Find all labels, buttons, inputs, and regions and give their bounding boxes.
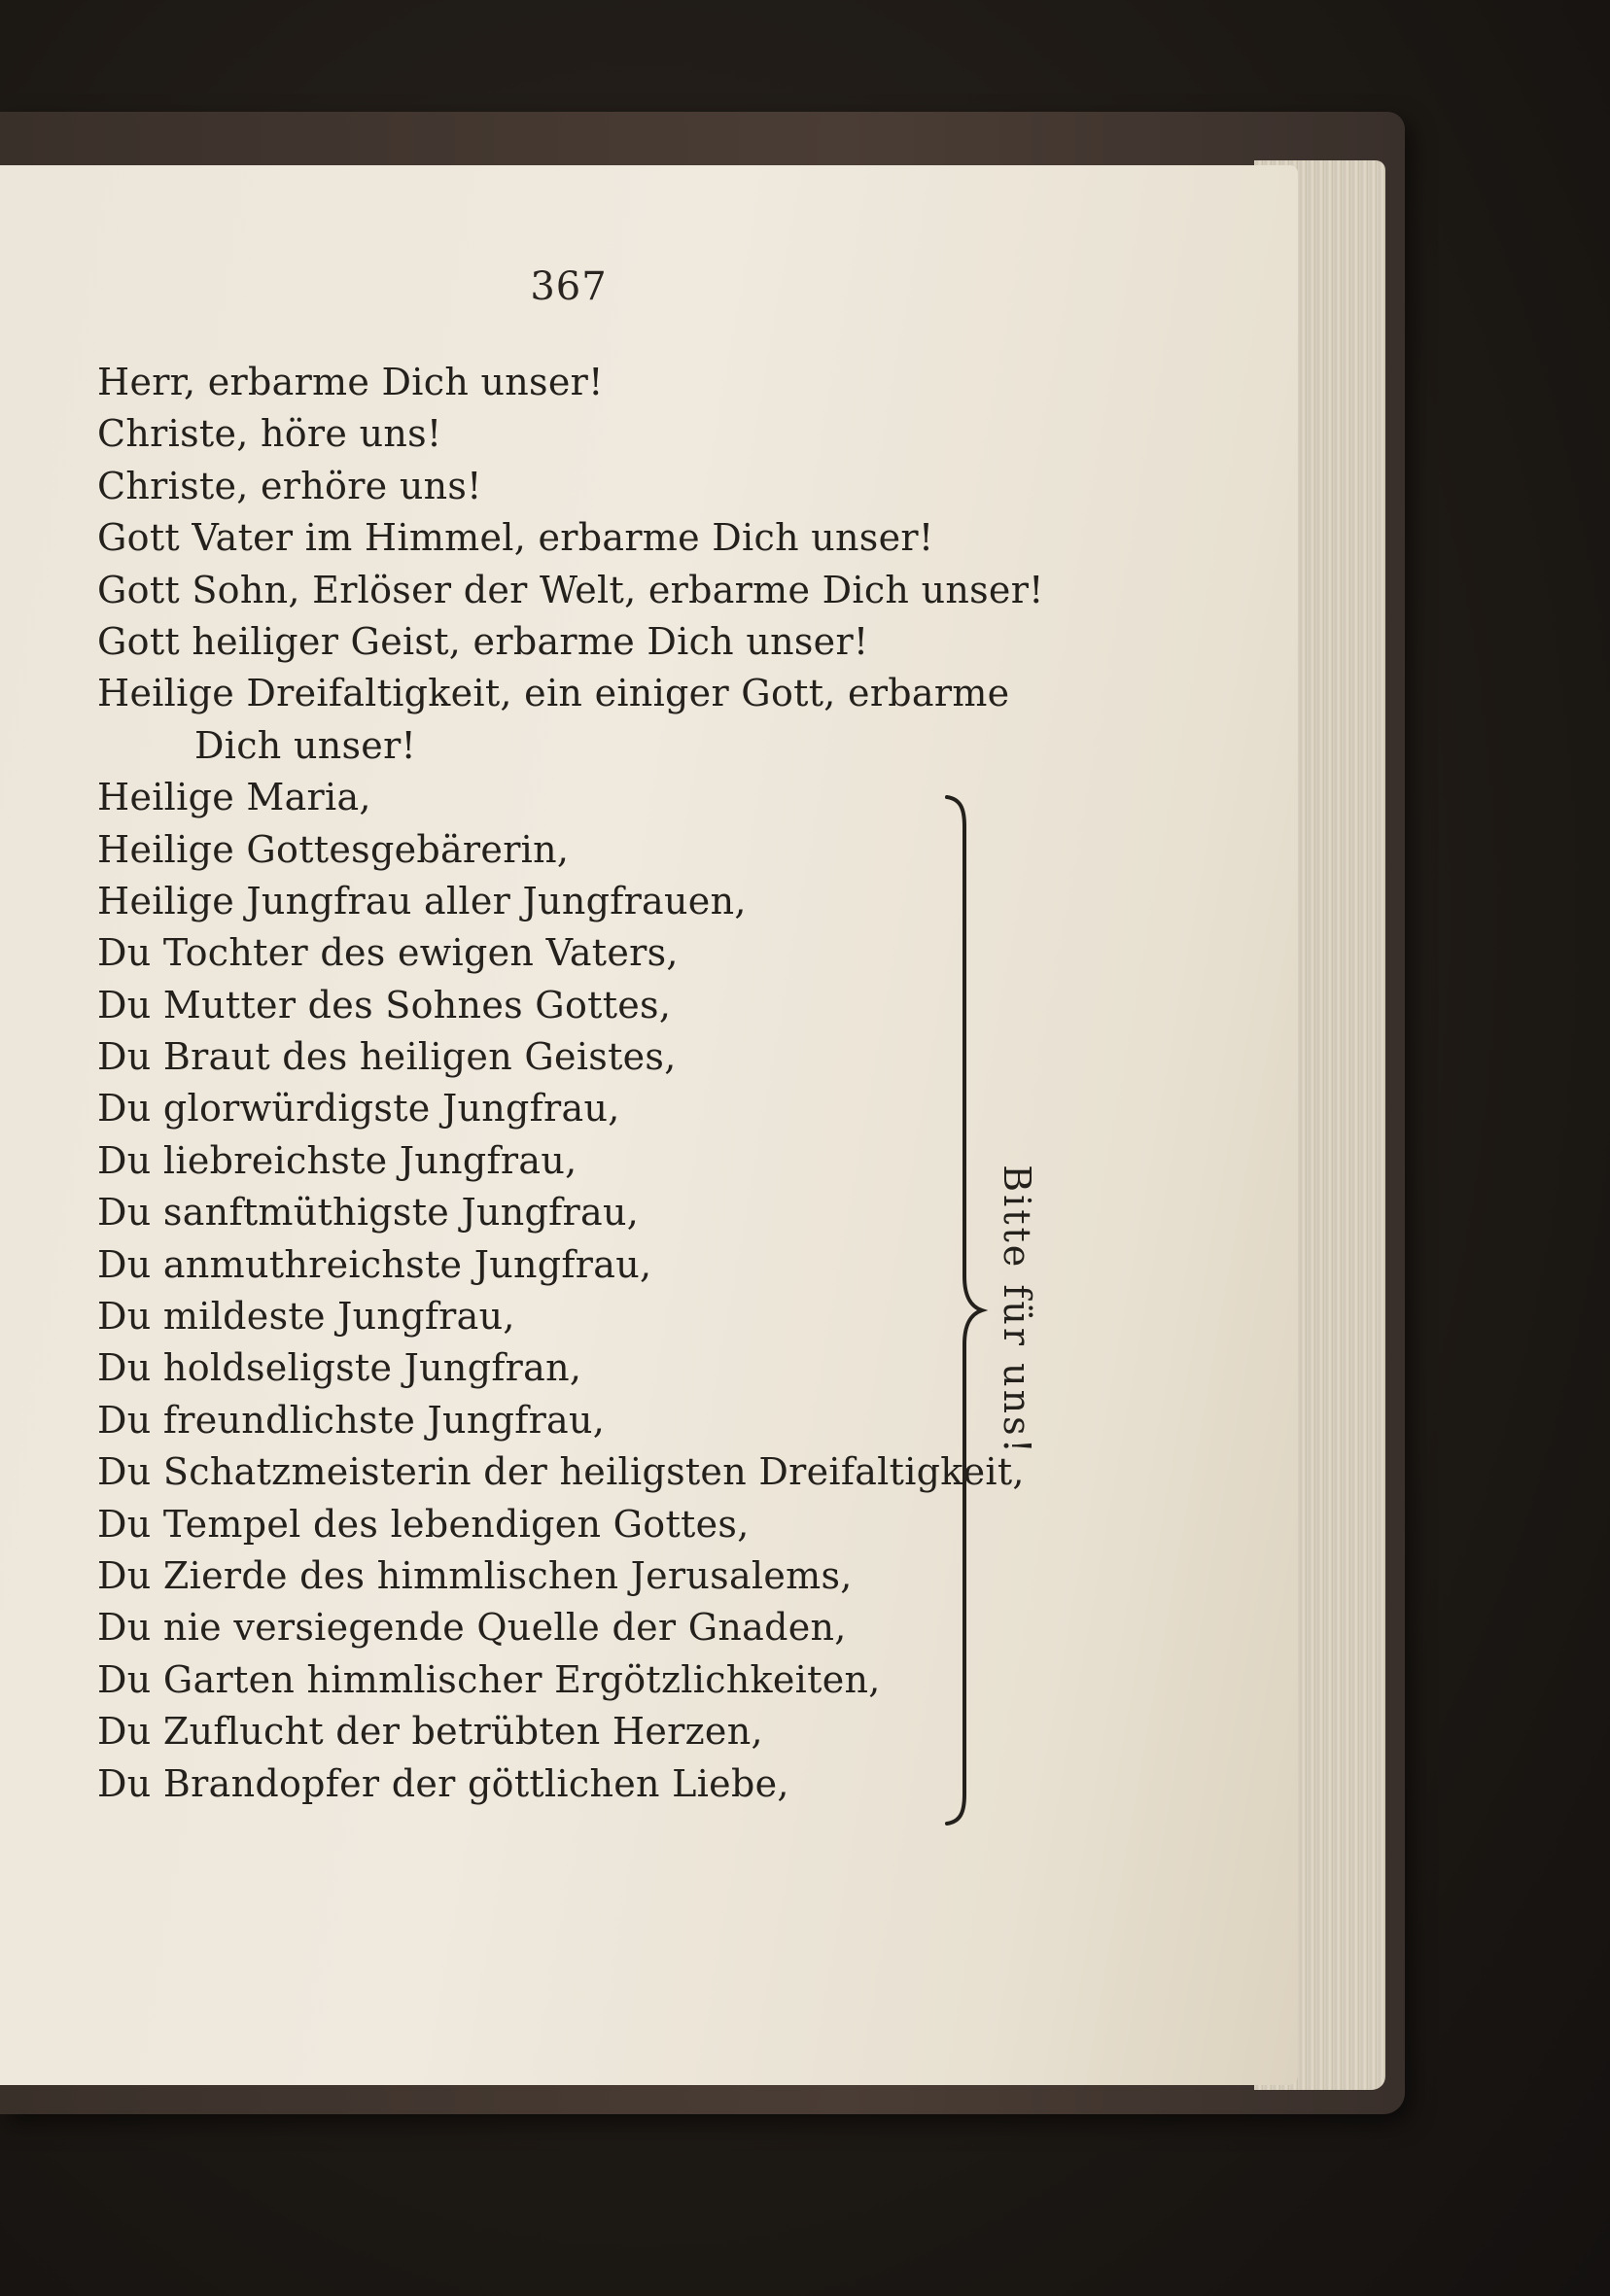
litany-line: Christe, erhöre uns! — [97, 464, 482, 507]
curly-brace-icon — [945, 795, 994, 1826]
litany-line: Heilige Dreifaltigkeit, ein einiger Gott, erbarme — [97, 672, 1010, 715]
litany-line: Du Tochter des ewigen Vaters, — [97, 931, 679, 975]
litany-line: Du sanftmüthigste Jungfrau, — [97, 1191, 640, 1235]
page-number: 367 — [530, 264, 608, 309]
litany-line: Du liebreichste Jungfrau, — [97, 1138, 578, 1182]
litany-line: Du mildeste Jungfrau, — [97, 1295, 515, 1339]
litany-line: Du Garten himmlischer Ergötzlichkeiten, — [97, 1657, 881, 1701]
litany-line: Du glorwürdigste Jungfrau, — [97, 1087, 620, 1131]
litany-line: Du Schatzmeisterin der heiligsten Dreifaltigkeit, — [97, 1450, 1025, 1494]
litany-line: Du Tempel des lebendigen Gottes, — [97, 1502, 750, 1546]
litany-line: Du Zierde des himmlischen Jerusalems, — [97, 1553, 853, 1597]
litany-line: Du freundlichste Jungfrau, — [97, 1398, 606, 1442]
litany-line: Du holdseligste Jungfran, — [97, 1346, 582, 1390]
litany-text — [97, 357, 1069, 1810]
litany-line: Gott Sohn, Erlöser der Welt, erbarme Dich unser! — [97, 568, 1044, 611]
litany-line: Du nie versiegende Quelle der Gnaden, — [97, 1606, 847, 1650]
litany-line: Christe, höre uns! — [97, 412, 442, 456]
litany-line: Du Mutter des Sohnes Gottes, — [97, 983, 672, 1026]
litany-line: Heilige Gottesgebärerin, — [97, 827, 570, 871]
response-label: Bitte für uns! — [996, 1165, 1038, 1456]
litany-line: Gott Vater im Himmel, erbarme Dich unser! — [97, 516, 934, 560]
litany-line: Heilige Jungfrau aller Jungfrauen, — [97, 879, 747, 922]
litany-line-continuation: Dich unser! — [194, 723, 417, 767]
litany-line: Herr, erbarme Dich unser! — [97, 361, 604, 403]
litany-line: Du Zuflucht der betrübten Herzen, — [97, 1710, 763, 1754]
litany-line: Du Braut des heiligen Geistes, — [97, 1035, 677, 1079]
litany-line: Gott heiliger Geist, erbarme Dich unser! — [97, 619, 869, 663]
litany-line: Du Brandopfer der göttlichen Liebe, — [97, 1761, 789, 1805]
litany-line: Heilige Maria, — [97, 776, 371, 819]
litany-line: Du anmuthreichste Jungfrau, — [97, 1242, 652, 1286]
